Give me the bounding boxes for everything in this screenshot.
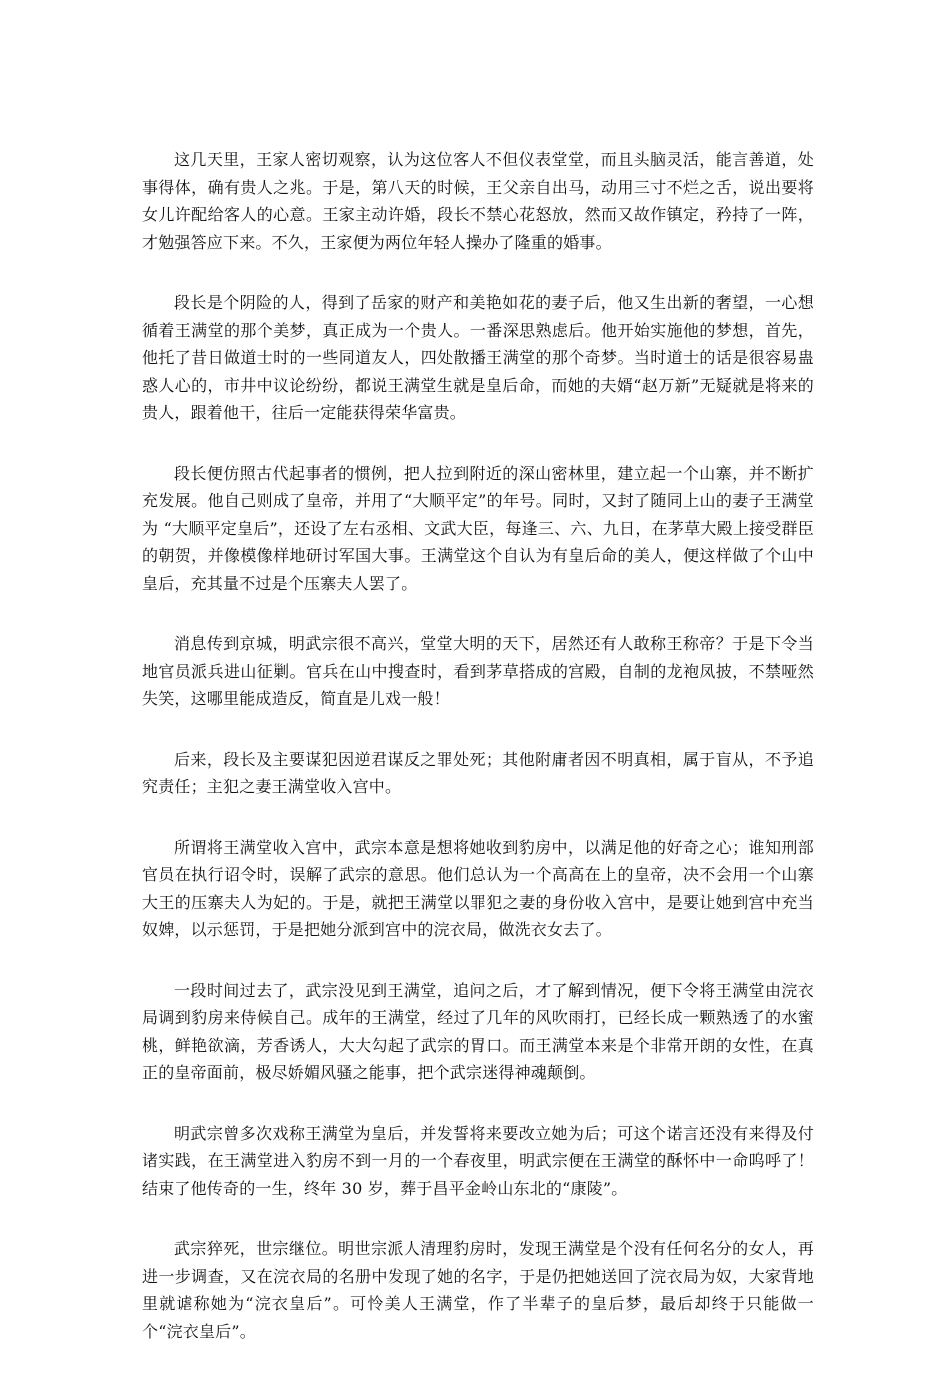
paragraph: 一段时间过去了，武宗没见到王满堂，追问之后，才了解到情况，便下令将王满堂由浣衣局调到豹房来侍候自己。成年的王满堂，经过了几年的风吹雨打，已经长成一颗熟透了的水蜜桃，鲜艳欲滴，芳香诱人，大大勾起了武宗的胃口。而王满堂本来是个非常开朗的女性，在真正的皇帝面前，极尽娇媚风骚之能事，把个武宗迷得神魂颠倒。 xyxy=(142,980,814,1082)
paragraph: 后来，段长及主要谋犯因逆君谋反之罪处死；其他附庸者因不明真相，属于盲从，不予追究责任；主犯之妻王满堂收入宫中。 xyxy=(142,749,814,796)
paragraph: 武宗猝死，世宗继位。明世宗派人清理豹房时，发现王满堂是个没有任何名分的女人，再进一步调查，又在浣衣局的名册中发现了她的名字，于是仍把她送回了浣衣局为奴，大家背地里就谑称她为“浣衣皇后”。可怜美人王满堂，作了半辈子的皇后梦，最后却终于只能做一个“浣衣皇后”。 xyxy=(142,1239,814,1341)
paragraph: 明武宗曾多次戏称王满堂为皇后，并发誓将来要改立她为后；可这个诺言还没有来得及付诸实践，在王满堂进入豹房不到一月的一个春夜里，明武宗便在王满堂的酥怀中一命呜呼了！结束了他传奇的一生，终年 30 岁，葬于昌平金岭山东北的“康陵”。 xyxy=(142,1123,814,1198)
paragraph: 所谓将王满堂收入宫中，武宗本意是想将她收到豹房中，以满足他的好奇之心；谁知刑部官员在执行诏令时，误解了武宗的意思。他们总认为一个高高在上的皇帝，决不会用一个山寨大王的压寨夫人为妃的。于是，就把王满堂以罪犯之妻的身份收入宫中，是要让她到宫中充当奴婢，以示惩罚，于是把她分派到宫中的浣衣局，做洗衣女去了。 xyxy=(142,837,814,939)
paragraph: 段长是个阴险的人，得到了岳家的财产和美艳如花的妻子后，他又生出新的奢望，一心想循着王满堂的那个美梦，真正成为一个贵人。一番深思熟虑后。他开始实施他的梦想，首先，他托了昔日做道士时的一些同道友人，四处散播王满堂的那个奇梦。当时道士的话是很容易蛊惑人心的，市井中议论纷纷，都说王满堂生就是皇后命，而她的夫婿“赵万新”无疑就是将来的贵人，跟着他干，往后一定能获得荣华富贵。 xyxy=(142,293,814,422)
paragraph: 这几天里，王家人密切观察，认为这位客人不但仪表堂堂，而且头脑灵活，能言善道，处事得体，确有贵人之兆。于是，第八天的时候，王父亲自出马，动用三寸不烂之舌，说出要将女儿许配给客人的心意。王家主动许婚，段长不禁心花怒放，然而又故作镇定，矜持了一阵，才勉强答应下来。不久，王家便为两位年轻人操办了隆重的婚事。 xyxy=(142,150,814,252)
paragraph: 消息传到京城，明武宗很不高兴，堂堂大明的天下，居然还有人敢称王称帝？于是下令当地官员派兵进山征剿。官兵在山中搜查时，看到茅草搭成的宫殿，自制的龙袍凤披，不禁哑然失笑，这哪里能成造反，简直是儿戏一般！ xyxy=(142,634,814,708)
document-body xyxy=(142,146,814,1378)
paragraph: 段长便仿照古代起事者的惯例，把人拉到附近的深山密林里，建立起一个山寨，并不断扩充发展。他自己则成了皇帝，并用了“大顺平定”的年号。同时，又封了随同上山的妻子王满堂为 “大顺平定皇后”，还设了左右丞相、文武大臣，每逢三、六、九日，在茅草大殿上接受群臣的朝贺，并像模像样地研讨军国大事。王满堂这个自认为有皇后命的美人，便这样做了个山中皇后，充其量不过是个压寨夫人罢了。 xyxy=(142,463,814,593)
